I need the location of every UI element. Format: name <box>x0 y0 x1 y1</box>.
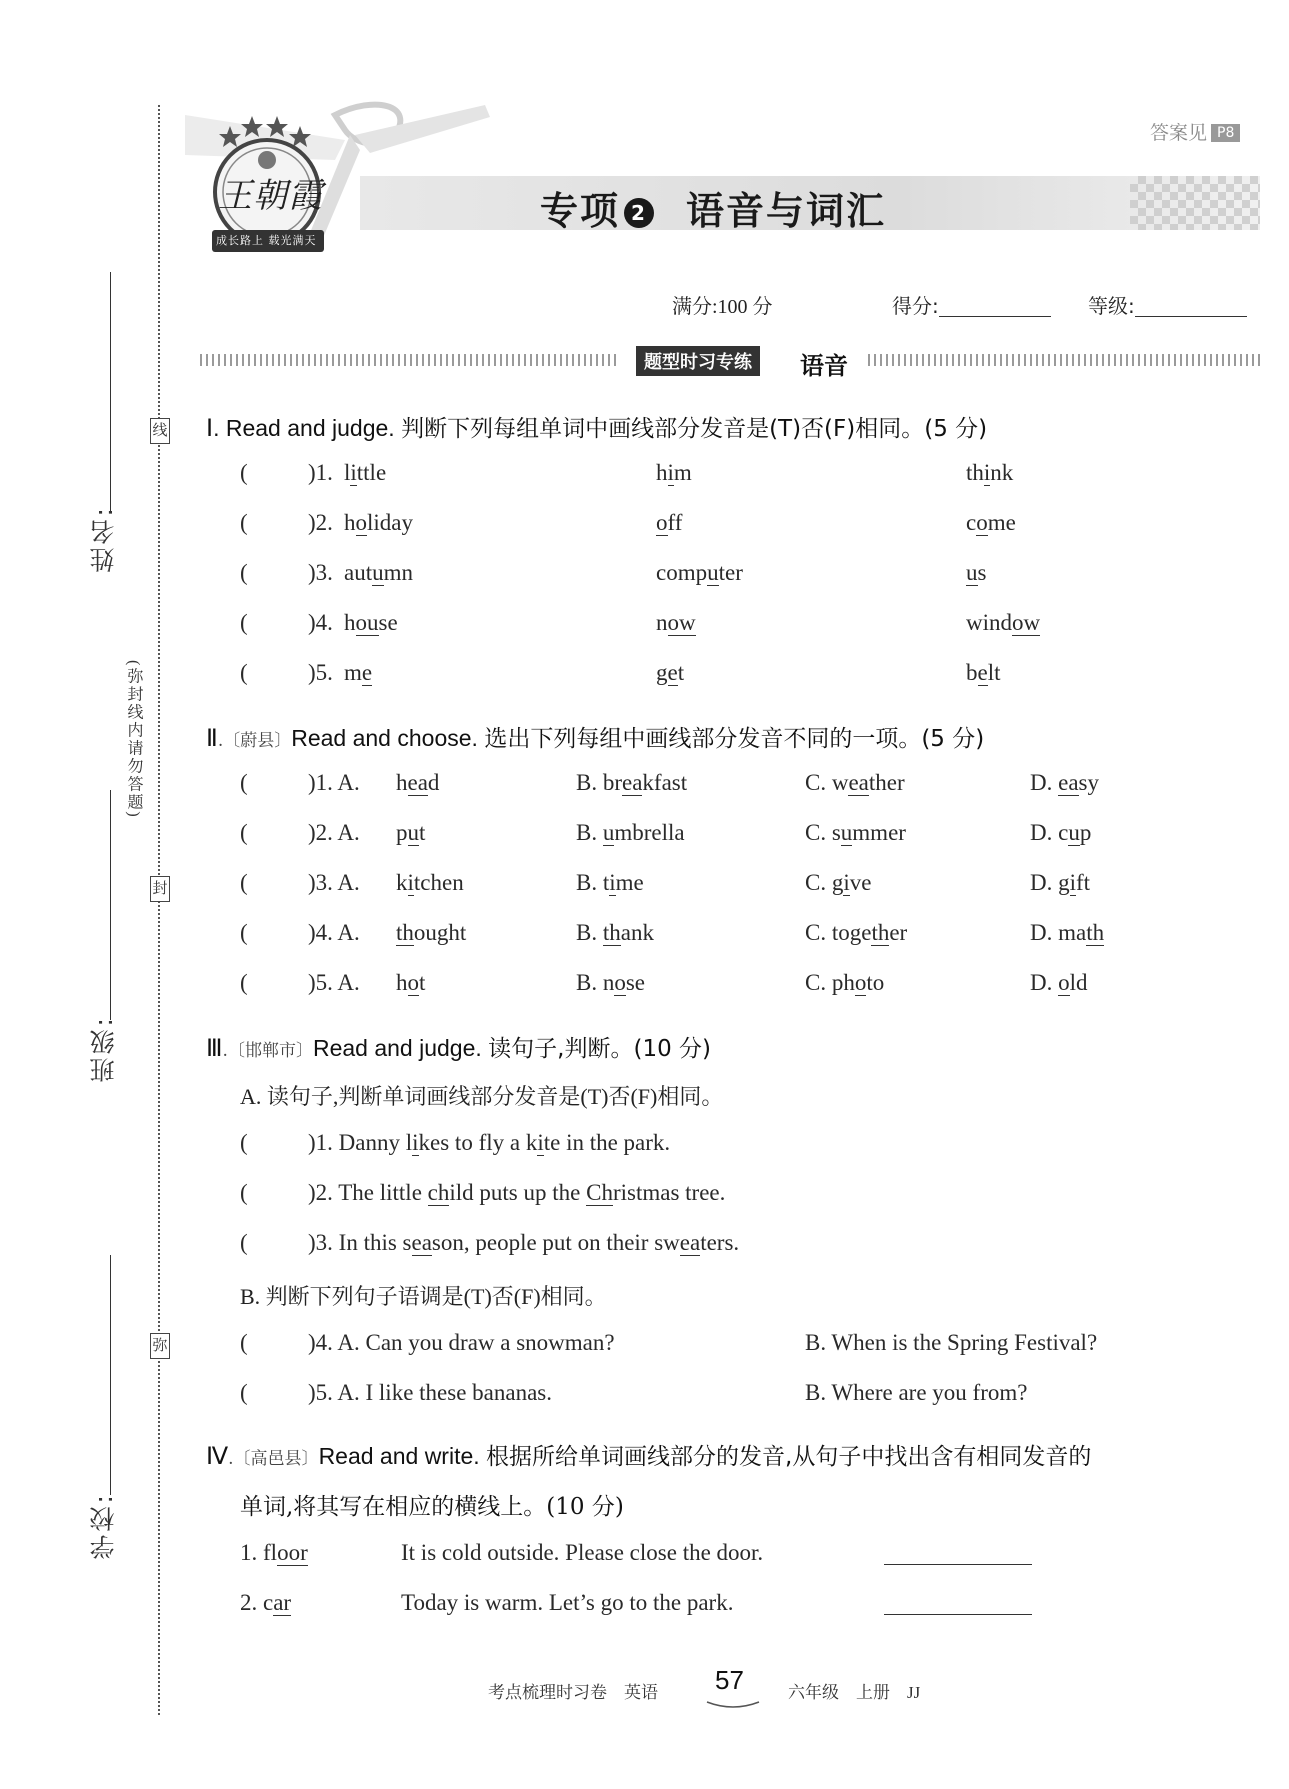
q3-sentence: )2. The little child puts up the Christmas tree. <box>308 1180 726 1205</box>
answer-paren[interactable]: ( <box>240 920 248 945</box>
answer-ref-label: 答案见 <box>1150 122 1208 144</box>
q2-item <box>0 820 1289 850</box>
q2-item <box>0 870 1289 900</box>
answer-reference <box>1150 118 1240 145</box>
q4-word-2: 2. car <box>240 1590 292 1615</box>
word-2: him <box>656 460 692 485</box>
q2-item <box>0 770 1289 800</box>
option-d: D. easy <box>1030 770 1099 795</box>
option-b: B. time <box>576 870 644 895</box>
word-3: think <box>966 460 1014 485</box>
q3-item-4 <box>0 1330 1289 1360</box>
answer-paren[interactable]: ( <box>240 1230 248 1255</box>
option-b: B. thank <box>576 920 654 945</box>
q3-s5-b: B. Where are you from? <box>805 1380 1028 1405</box>
option-b: B. breakfast <box>576 770 688 795</box>
word-1: holiday <box>344 510 413 535</box>
q4-item-2 <box>0 1590 1289 1620</box>
item-number: )3. A. <box>308 870 360 895</box>
grade-blank[interactable] <box>1135 316 1247 317</box>
word-3: belt <box>966 660 1001 685</box>
q4-answer-blank-2[interactable] <box>884 1614 1032 1615</box>
answer-paren[interactable]: ( <box>240 560 248 585</box>
q1-item <box>0 460 1289 490</box>
word-2: off <box>656 510 683 535</box>
word-1: me <box>344 660 373 685</box>
score-field <box>892 290 1051 319</box>
section-tag: 题型时习专练 <box>636 346 760 376</box>
answer-paren[interactable]: ( <box>240 610 248 635</box>
q3-s4-a: )4. A. Can you draw a snowman? <box>308 1330 615 1355</box>
item-number: )2. <box>308 510 333 535</box>
seal-note: (弥封线内请勿答题) <box>125 660 142 819</box>
title-prefix: 专项 <box>540 189 621 233</box>
option-d: D. gift <box>1030 870 1091 895</box>
section-bar-left <box>200 354 620 366</box>
seal-box-xian: 线 <box>150 418 170 444</box>
logo-motto: 成长路上 载光满天 <box>216 234 317 247</box>
q3-source-tag: .〔邯郸市〕 <box>222 1041 313 1061</box>
answer-paren[interactable]: ( <box>240 660 248 685</box>
grade-field <box>1088 290 1247 319</box>
footer-left: 考点梳理时习卷 英语 <box>488 1683 658 1702</box>
option-a: put <box>396 820 426 845</box>
seal-box-feng: 封 <box>150 876 170 902</box>
word-2: computer <box>656 560 743 585</box>
q4-source-tag: .〔高邑县〕 <box>228 1449 319 1469</box>
option-a: thought <box>396 920 467 945</box>
q4-instruction-cn-2: 单词,将其写在相应的横线上。(10 分) <box>240 1494 624 1520</box>
q4-sentence-1: It is cold outside. Please close the door. <box>401 1540 764 1565</box>
item-number: )3. <box>308 560 333 585</box>
item-number: )5. <box>308 660 333 685</box>
item-number: )4. <box>308 610 333 635</box>
word-3: us <box>966 560 987 585</box>
word-1: little <box>344 460 387 485</box>
item-number: )1. A. <box>308 770 360 795</box>
seal-box-mi: 弥 <box>150 1333 170 1359</box>
q1-instruction-en: . Read and judge. <box>213 415 402 441</box>
title-main: 语音与词汇 <box>686 189 887 233</box>
q1-item <box>0 610 1289 640</box>
q1-item <box>0 560 1289 590</box>
word-2: now <box>656 610 696 635</box>
q3-item <box>0 1130 1289 1160</box>
q1-roman: Ⅰ <box>206 416 214 442</box>
q4-instruction-en: Read and write. <box>318 1443 487 1469</box>
q4-instruction-cn-1: 根据所给单词画线部分的发音,从句子中找出含有相同发音的 <box>486 1444 1092 1470</box>
q3-part-a: A. 读句子,判断单词画线部分发音是(T)否(F)相同。 <box>240 1084 724 1109</box>
item-number: )2. A. <box>308 820 360 845</box>
q1-instruction-cn: 判断下列每组单词中画线部分发音是(T)否(F)相同。(5 分) <box>401 416 988 442</box>
q2-item <box>0 970 1289 1000</box>
answer-page-badge: P8 <box>1211 124 1240 142</box>
q4-word-1: 1. floor <box>240 1540 308 1565</box>
score-blank[interactable] <box>939 316 1051 317</box>
answer-paren[interactable]: ( <box>240 460 248 485</box>
grade-label: 等级: <box>1088 294 1135 318</box>
word-1: house <box>344 610 398 635</box>
binding-dotted-line <box>158 105 160 1715</box>
item-number: )5. A. <box>308 970 360 995</box>
word-3: come <box>966 510 1016 535</box>
q2-roman: Ⅱ <box>206 726 218 752</box>
q2-instruction-en: Read and choose. <box>291 725 485 751</box>
footer-right: 六年级 上册 JJ <box>788 1683 921 1702</box>
section-bar-right <box>868 354 1260 366</box>
option-a: kitchen <box>396 870 464 895</box>
option-b: B. nose <box>576 970 646 995</box>
option-c: C. photo <box>805 970 885 995</box>
item-number: )1. <box>308 460 333 485</box>
answer-paren[interactable]: ( <box>240 770 248 795</box>
q1-item <box>0 510 1289 540</box>
q3-part-b: B. 判断下列句子语调是(T)否(F)相同。 <box>240 1284 607 1309</box>
option-c: C. weather <box>805 770 905 795</box>
q4-sentence-2: Today is warm. Let’s go to the park. <box>401 1590 734 1615</box>
banner-pattern <box>1130 176 1260 230</box>
answer-paren[interactable]: ( <box>240 1130 248 1155</box>
q2-instruction-cn: 选出下列每组中画线部分发音不同的一项。(5 分) <box>484 726 985 752</box>
q3-roman: Ⅲ <box>206 1036 223 1062</box>
q4-heading <box>206 1438 1091 1471</box>
option-a: head <box>396 770 440 795</box>
answer-paren[interactable]: ( <box>240 820 248 845</box>
q1-item <box>0 660 1289 690</box>
q3-heading <box>206 1030 711 1063</box>
q3-item <box>0 1230 1289 1260</box>
word-2: get <box>656 660 685 685</box>
answer-paren[interactable]: ( <box>240 870 248 895</box>
q3-s4-b: B. When is the Spring Festival? <box>805 1330 1098 1355</box>
q2-heading <box>206 720 984 753</box>
word-1: autumn <box>344 560 413 585</box>
title-number: 2 <box>624 198 654 228</box>
answer-paren[interactable]: ( <box>240 1380 248 1405</box>
q3-sentence: )1. Danny likes to fly a kite in the park. <box>308 1130 671 1155</box>
option-c: C. summer <box>805 820 906 845</box>
page-number: 57 <box>715 1665 744 1695</box>
page-number-decoration <box>705 1695 761 1714</box>
school-blank[interactable] <box>110 1255 111 1495</box>
q4-answer-blank-1[interactable] <box>884 1564 1032 1565</box>
logo-name: 王朝霞 <box>218 176 323 216</box>
q3-s5-a: )5. A. I like these bananas. <box>308 1380 552 1405</box>
q3-sentence: )3. In this season, people put on their sweaters. <box>308 1230 740 1255</box>
option-d: D. cup <box>1030 820 1092 845</box>
option-c: C. give <box>805 870 872 895</box>
option-b: B. umbrella <box>576 820 685 845</box>
answer-paren[interactable]: ( <box>240 970 248 995</box>
school-label: 学校: <box>89 1492 118 1560</box>
full-score: 满分:100 分 <box>672 296 773 318</box>
q3-item <box>0 1180 1289 1210</box>
q1-heading <box>206 410 987 443</box>
item-number: )4. A. <box>308 920 360 945</box>
q3-item-5 <box>0 1380 1289 1410</box>
option-d: D. math <box>1030 920 1105 945</box>
option-c: C. together <box>805 920 908 945</box>
answer-paren[interactable]: ( <box>240 1180 248 1205</box>
score-label: 得分: <box>892 294 939 318</box>
name-label: 姓名: <box>89 505 118 573</box>
q3-instruction-en: Read and judge. <box>312 1035 489 1061</box>
q2-source-tag: .〔蔚县〕 <box>217 731 292 751</box>
answer-paren[interactable]: ( <box>240 1330 248 1355</box>
word-3: window <box>966 610 1041 635</box>
section-title: 语音 <box>800 352 848 380</box>
class-label: 班级: <box>89 1015 118 1083</box>
q4-roman: Ⅳ <box>206 1444 229 1470</box>
option-a: hot <box>396 970 426 995</box>
option-d: D. old <box>1030 970 1088 995</box>
answer-paren[interactable]: ( <box>240 510 248 535</box>
q3-instruction-cn: 读句子,判断。(10 分) <box>488 1036 711 1062</box>
q4-item-1 <box>0 1540 1289 1570</box>
q2-item <box>0 920 1289 950</box>
page-title <box>540 180 886 235</box>
